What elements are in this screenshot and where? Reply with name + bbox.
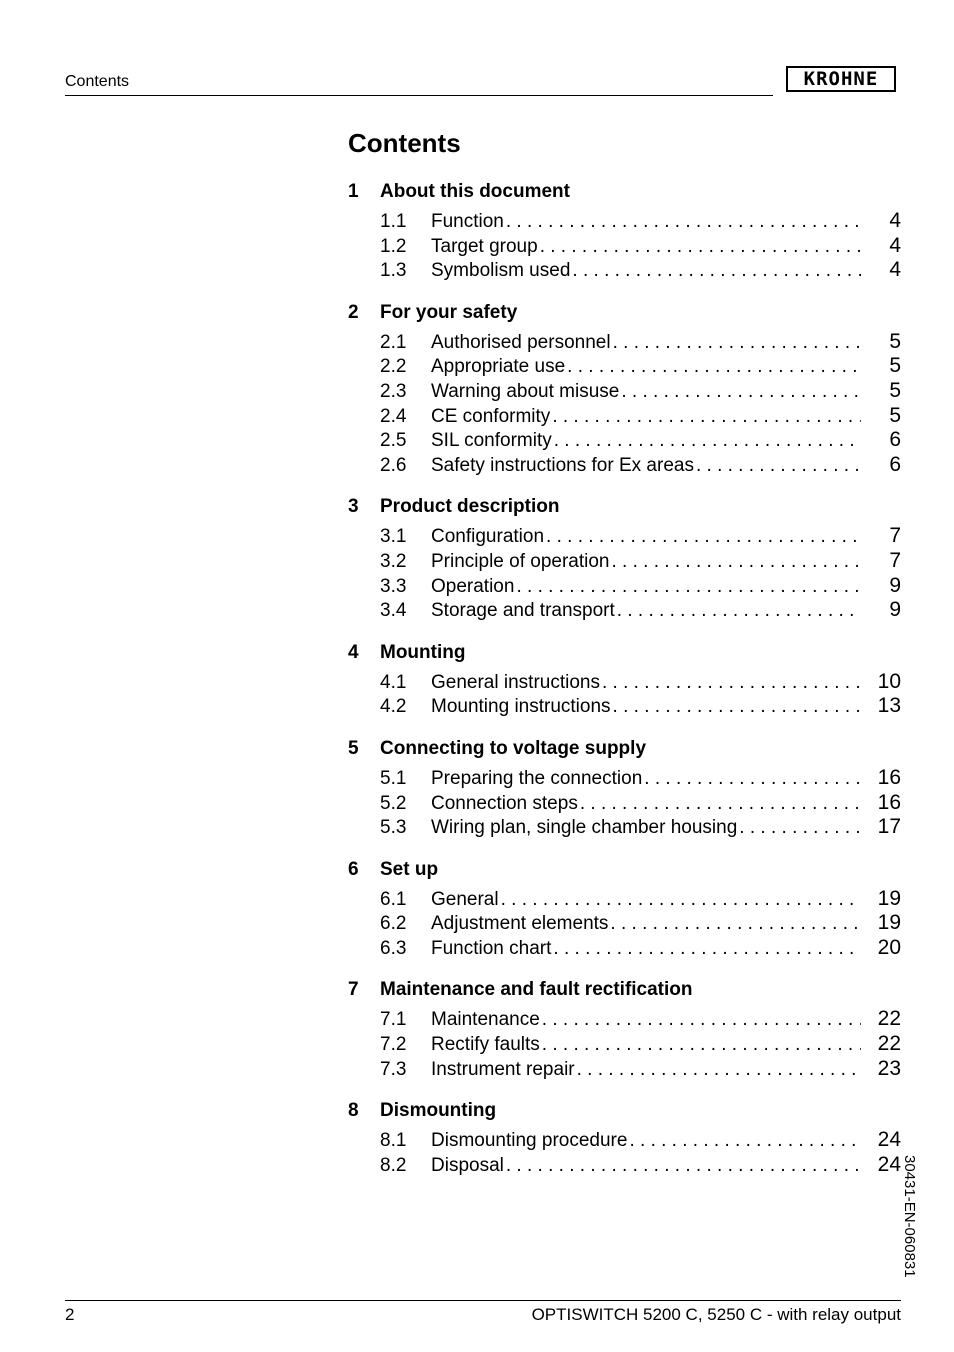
entry-page-number: 6 <box>889 428 901 452</box>
entry-title: Operation <box>431 575 515 597</box>
toc-entry[interactable] <box>380 234 901 259</box>
entry-page-number: 9 <box>889 598 901 622</box>
section-title: Maintenance and fault rectification <box>380 979 693 1001</box>
toc-entry[interactable] <box>380 911 901 936</box>
toc-entry[interactable] <box>380 524 901 549</box>
toc-entry[interactable] <box>380 670 901 695</box>
table-of-contents <box>348 178 901 1193</box>
entry-title: General instructions <box>431 671 600 693</box>
dot-leader <box>501 889 861 911</box>
dot-leader <box>696 455 861 477</box>
entry-page-number: 17 <box>877 815 901 839</box>
entry-page-number: 13 <box>877 694 901 718</box>
entry-page-number: 4 <box>889 233 901 257</box>
entry-page-number: 24 <box>877 1128 901 1152</box>
toc-entry[interactable] <box>380 258 901 283</box>
entry-number: 5.2 <box>380 792 407 814</box>
page-title: Contents <box>348 128 461 158</box>
toc-entry[interactable] <box>380 887 901 912</box>
dot-leader <box>540 236 861 258</box>
entry-page-number: 20 <box>877 935 901 959</box>
section-number: 8 <box>348 1100 359 1122</box>
dot-leader <box>506 1155 861 1177</box>
entry-number: 5.1 <box>380 767 407 789</box>
toc-section <box>348 178 901 283</box>
entry-title: Dismounting procedure <box>431 1130 628 1152</box>
section-number: 1 <box>348 181 359 202</box>
section-number: 2 <box>348 301 359 323</box>
header-rule <box>65 95 773 96</box>
entry-page-number: 23 <box>877 1056 901 1080</box>
section-number: 3 <box>348 496 359 518</box>
toc-section <box>348 856 901 961</box>
entry-title: Preparing the connection <box>431 767 643 789</box>
toc-entry[interactable] <box>380 815 901 840</box>
dot-leader <box>610 913 861 935</box>
entry-number: 2.6 <box>380 454 407 476</box>
dot-leader <box>580 793 861 815</box>
entry-title: General <box>431 888 499 910</box>
toc-section <box>348 735 901 840</box>
dot-leader <box>554 430 861 452</box>
entry-number: 3.2 <box>380 550 407 572</box>
entry-page-number: 10 <box>877 669 901 693</box>
footer-page-number: 2 <box>65 1305 75 1324</box>
section-heading[interactable] <box>348 178 901 206</box>
section-title: For your safety <box>380 301 518 323</box>
toc-section <box>348 976 901 1081</box>
krohne-logo: KROHNE <box>786 66 896 92</box>
section-title: Set up <box>380 858 439 880</box>
entry-title: Mounting instructions <box>431 696 611 718</box>
toc-entry[interactable] <box>380 428 901 453</box>
entry-number: 8.1 <box>380 1130 407 1152</box>
entry-title: Safety instructions for Ex areas <box>431 454 694 476</box>
entry-title: Instrument repair <box>431 1058 575 1080</box>
entry-page-number: 5 <box>889 378 901 402</box>
entry-title: Authorised personnel <box>431 331 611 353</box>
entry-number: 4.1 <box>380 671 407 693</box>
entry-number: 1.1 <box>380 211 407 232</box>
dot-leader <box>621 381 861 403</box>
entry-title: Symbolism used <box>431 260 571 282</box>
toc-entry[interactable] <box>380 598 901 623</box>
section-heading[interactable] <box>348 856 901 884</box>
entry-number: 2.5 <box>380 430 407 452</box>
toc-section <box>348 493 901 622</box>
section-title: About this document <box>380 181 570 202</box>
entry-number: 3.1 <box>380 526 407 548</box>
entry-page-number: 22 <box>877 1032 901 1056</box>
entry-page-number: 4 <box>889 209 901 232</box>
entry-number: 1.3 <box>380 260 407 282</box>
toc-section <box>348 1097 901 1177</box>
entry-title: Rectify faults <box>431 1034 540 1056</box>
entry-title: Storage and transport <box>431 600 615 622</box>
footer-rule <box>65 1300 901 1301</box>
entry-page-number: 6 <box>889 452 901 476</box>
entry-number: 6.2 <box>380 913 407 935</box>
entry-title: SIL conformity <box>431 430 552 452</box>
toc-entry[interactable] <box>380 379 901 404</box>
toc-entry[interactable] <box>380 791 901 816</box>
toc-entry[interactable] <box>380 354 901 379</box>
section-number: 6 <box>348 858 359 880</box>
entry-title: Configuration <box>431 526 545 548</box>
toc-entry[interactable] <box>380 453 901 478</box>
entry-page-number: 16 <box>877 790 901 814</box>
entry-page-number: 5 <box>889 403 901 427</box>
dot-leader <box>612 551 862 573</box>
entry-title: Adjustment elements <box>431 913 609 935</box>
footer-product-name: OPTISWITCH 5200 C, 5250 C - with relay output <box>531 1305 901 1324</box>
entry-number: 2.2 <box>380 356 407 378</box>
entry-number: 2.3 <box>380 380 407 402</box>
entry-page-number: 22 <box>877 1007 901 1031</box>
entry-title: Function <box>431 211 504 232</box>
toc-entry[interactable] <box>380 936 901 961</box>
dot-leader <box>516 576 861 598</box>
toc-section <box>348 639 901 719</box>
entry-title: Principle of operation <box>431 550 610 572</box>
toc-section <box>348 299 901 478</box>
dot-leader <box>542 1009 861 1031</box>
entry-page-number: 4 <box>889 258 901 282</box>
entry-number: 7.1 <box>380 1009 407 1031</box>
entry-page-number: 16 <box>877 765 901 789</box>
dot-leader <box>567 356 861 378</box>
dot-leader <box>542 1034 861 1056</box>
entry-title: CE conformity <box>431 405 551 427</box>
dot-leader <box>613 332 861 354</box>
entry-title: Wiring plan, single chamber housing <box>431 817 738 839</box>
header-label: Contents <box>65 73 130 90</box>
section-number: 4 <box>348 641 359 663</box>
section-heading[interactable] <box>348 735 901 763</box>
entry-page-number: 24 <box>877 1152 901 1176</box>
entry-title: Warning about misuse <box>431 380 620 402</box>
dot-leader <box>506 211 861 233</box>
entry-number: 2.4 <box>380 405 407 427</box>
toc-entry[interactable] <box>380 1057 901 1082</box>
dot-leader <box>572 260 861 282</box>
section-title: Dismounting <box>380 1100 497 1122</box>
entry-page-number: 9 <box>889 573 901 597</box>
toc-entry[interactable] <box>380 1153 901 1178</box>
section-title: Connecting to voltage supply <box>380 737 647 759</box>
toc-entry[interactable] <box>380 1032 901 1057</box>
dot-leader <box>739 817 861 839</box>
entry-number: 8.2 <box>380 1154 407 1176</box>
entry-title: Connection steps <box>431 792 578 814</box>
dot-leader <box>602 672 861 694</box>
dot-leader <box>553 938 861 960</box>
toc-entry[interactable] <box>380 404 901 429</box>
entry-title: Target group <box>431 235 538 257</box>
toc-entry[interactable] <box>380 330 901 355</box>
toc-entry[interactable] <box>380 1007 901 1032</box>
section-heading[interactable] <box>348 976 901 1004</box>
entry-page-number: 5 <box>889 354 901 378</box>
entry-page-number: 7 <box>889 524 901 548</box>
dot-leader <box>613 696 861 718</box>
entry-page-number: 7 <box>889 548 901 572</box>
section-heading[interactable] <box>348 493 901 521</box>
section-heading[interactable] <box>348 1097 901 1125</box>
entry-number: 1.2 <box>380 235 407 257</box>
document-id: 30431-EN-060831 <box>901 1155 918 1278</box>
entry-number: 3.4 <box>380 600 407 622</box>
toc-entry[interactable] <box>380 574 901 599</box>
entry-number: 7.3 <box>380 1058 407 1080</box>
entry-title: Disposal <box>431 1154 504 1176</box>
section-heading[interactable] <box>348 299 901 327</box>
dot-leader <box>552 406 861 428</box>
toc-entry[interactable] <box>380 766 901 791</box>
entry-number: 5.3 <box>380 817 407 839</box>
entry-number: 6.1 <box>380 888 407 910</box>
section-title: Mounting <box>380 641 466 663</box>
entry-page-number: 19 <box>877 886 901 910</box>
section-heading[interactable] <box>348 639 901 667</box>
toc-entry[interactable] <box>380 694 901 719</box>
section-number: 7 <box>348 979 359 1001</box>
entry-number: 3.3 <box>380 575 407 597</box>
toc-entry[interactable] <box>380 209 901 234</box>
entry-title: Function chart <box>431 937 552 959</box>
toc-entry[interactable] <box>380 549 901 574</box>
section-title: Product description <box>380 496 560 518</box>
dot-leader <box>546 526 861 548</box>
entry-number: 7.2 <box>380 1034 407 1056</box>
entry-number: 4.2 <box>380 696 407 718</box>
dot-leader <box>617 600 861 622</box>
entry-page-number: 5 <box>889 329 901 353</box>
dot-leader <box>577 1059 861 1081</box>
entry-number: 2.1 <box>380 331 407 353</box>
dot-leader <box>644 768 861 790</box>
toc-entry[interactable] <box>380 1128 901 1153</box>
entry-page-number: 19 <box>877 911 901 935</box>
entry-title: Appropriate use <box>431 356 566 378</box>
section-number: 5 <box>348 737 359 759</box>
dot-leader <box>629 1130 861 1152</box>
entry-title: Maintenance <box>431 1009 540 1031</box>
entry-number: 6.3 <box>380 937 407 959</box>
